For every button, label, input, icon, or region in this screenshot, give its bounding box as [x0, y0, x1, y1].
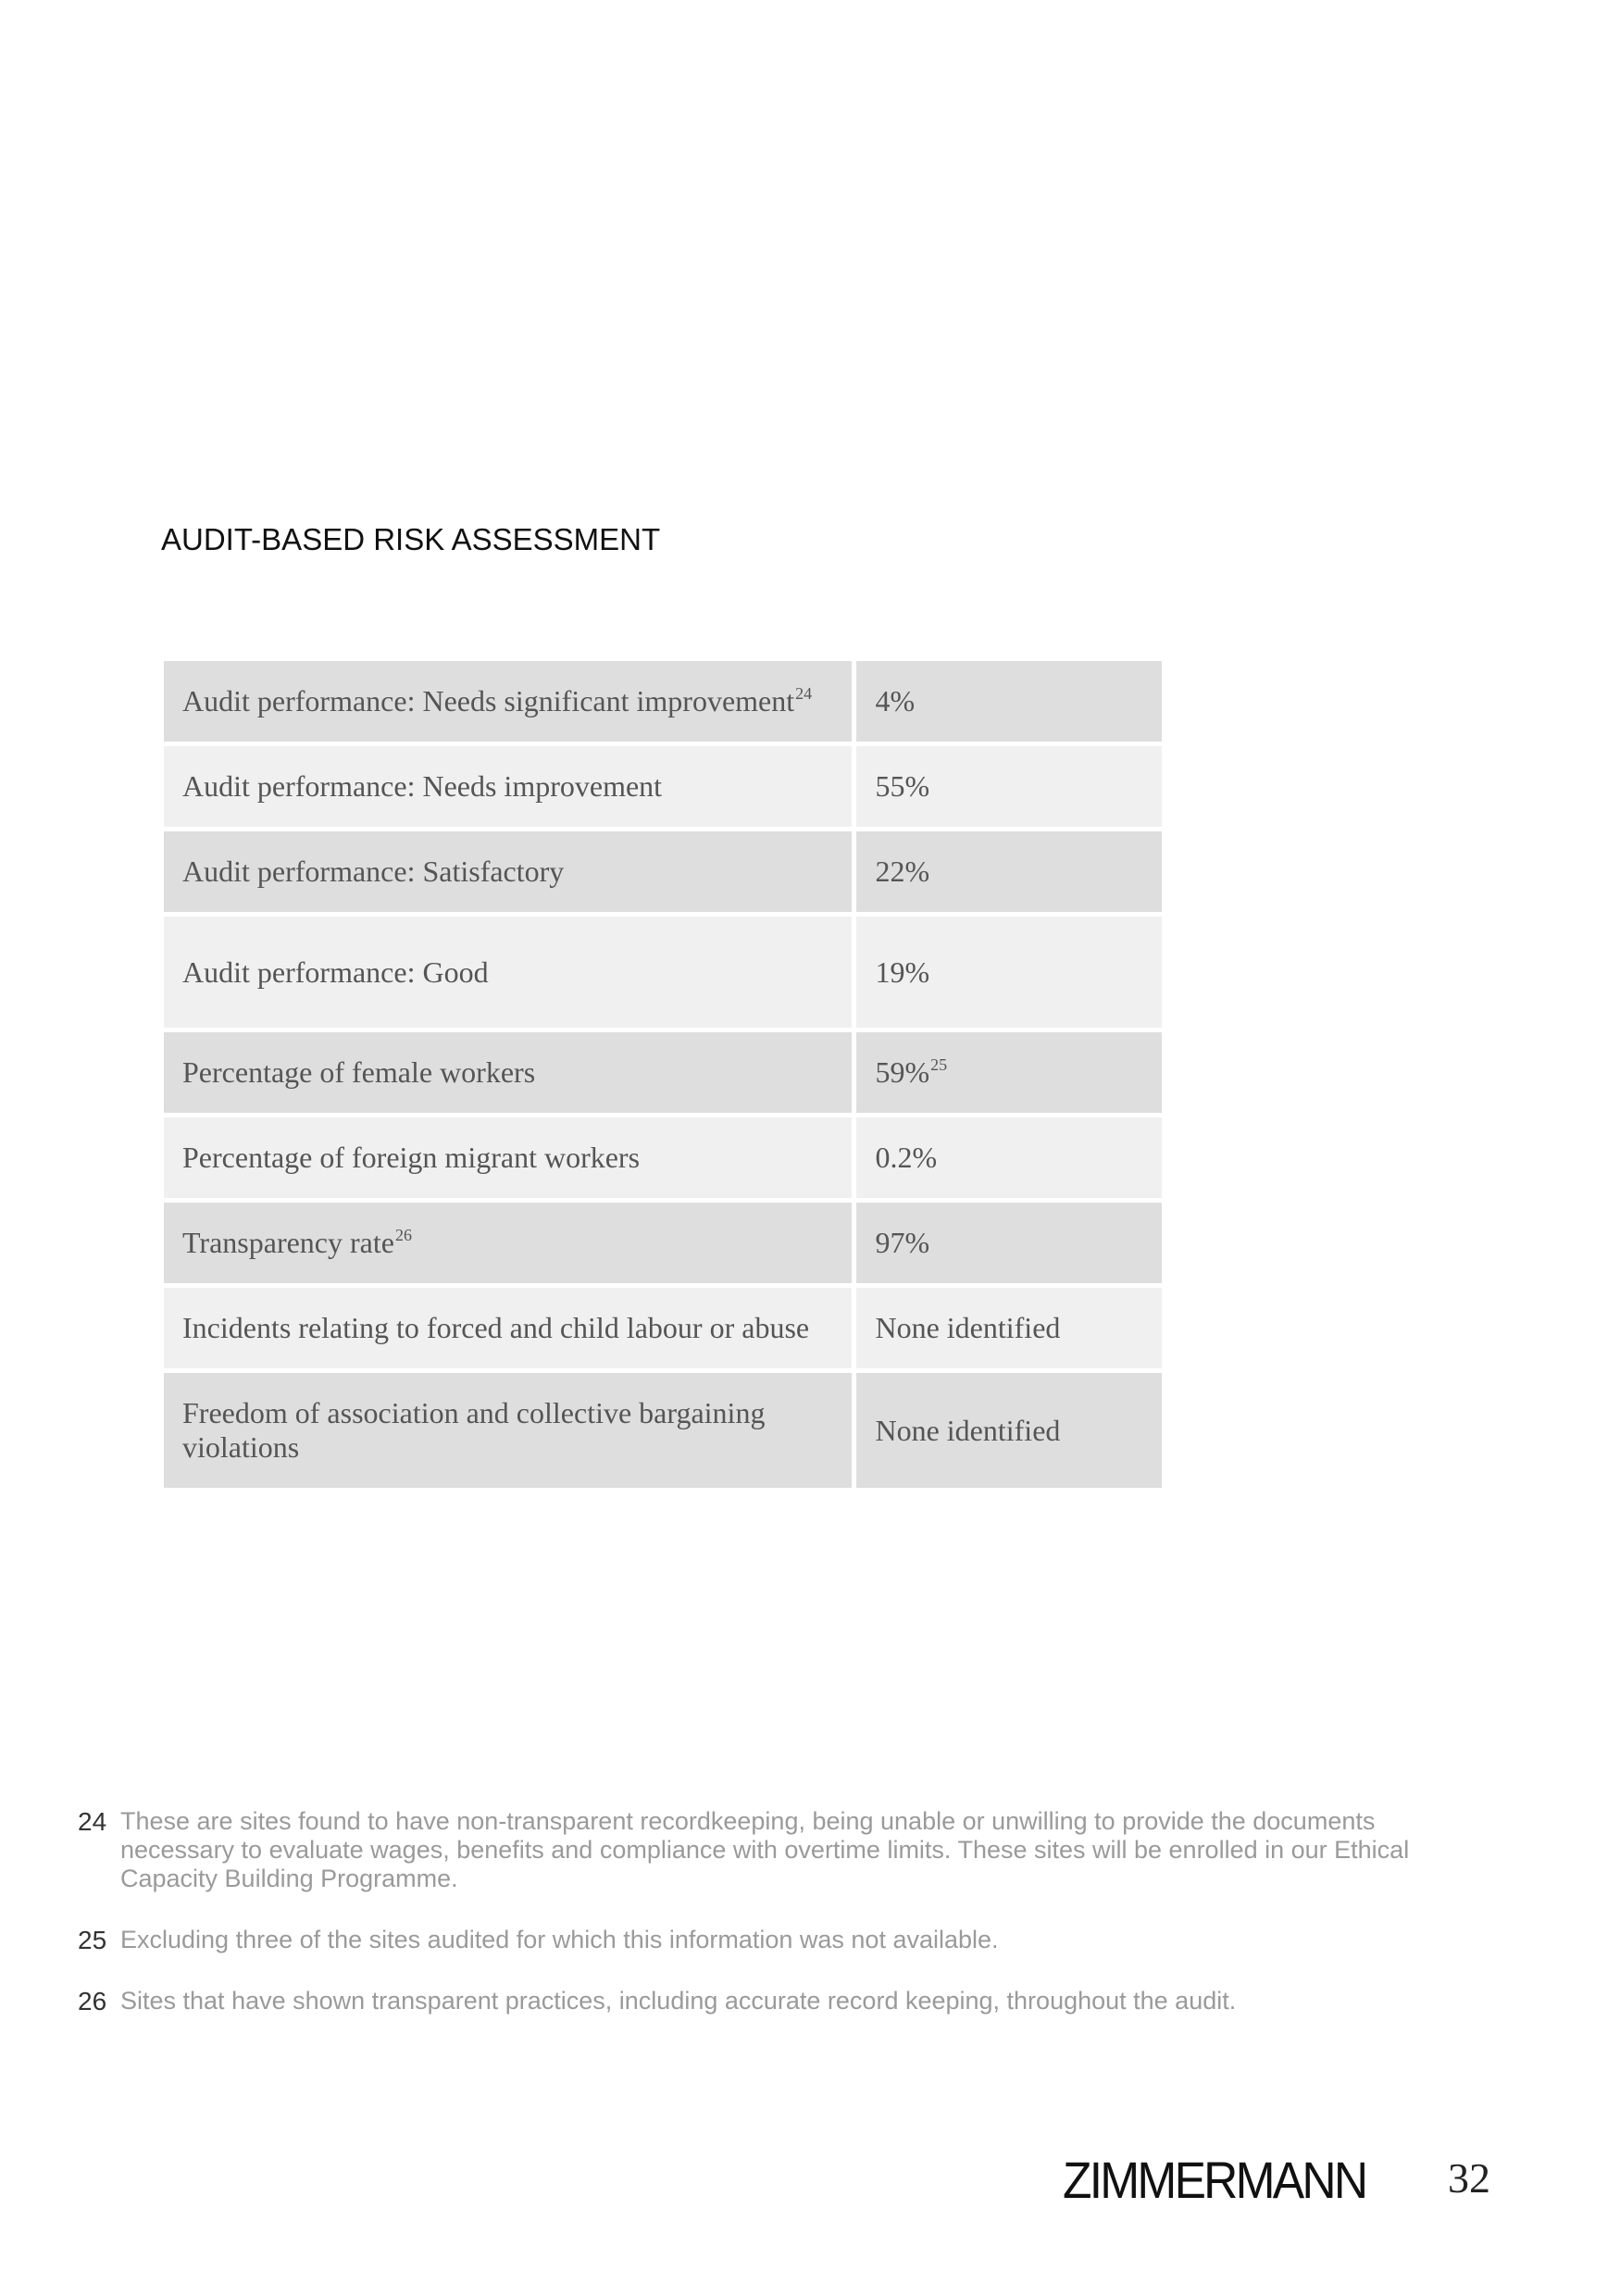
- footnote-number: 25: [78, 1926, 107, 1954]
- footnotes: [78, 1807, 1466, 2048]
- row-label: Audit performance: Good: [164, 917, 852, 1028]
- footnote-ref: 24: [795, 684, 813, 703]
- row-label: Percentage of foreign migrant workers: [164, 1117, 852, 1198]
- row-value: 55%: [856, 746, 1162, 827]
- table-row: [164, 1373, 1162, 1488]
- page-number: 32: [1448, 2154, 1490, 2202]
- brand-logo: ZIMMERMANN: [1063, 2151, 1366, 2209]
- table-row: [164, 1032, 1162, 1113]
- row-value: 0.2%: [856, 1117, 1162, 1198]
- row-label: Audit performance: Needs improvement: [164, 746, 852, 827]
- footnote-number: 24: [78, 1807, 107, 1836]
- row-value: None identified: [856, 1288, 1162, 1368]
- row-value: 19%: [856, 917, 1162, 1028]
- table-row: [164, 1203, 1162, 1283]
- row-value: 59%$^{25}$: [856, 1032, 1162, 1113]
- footnote-ref: 26: [394, 1226, 412, 1244]
- row-value: None identified: [856, 1373, 1162, 1488]
- table-row: [164, 1117, 1162, 1198]
- row-label: Incidents relating to forced and child labour or abuse: [164, 1288, 852, 1368]
- table-row: [164, 661, 1162, 742]
- table-row: [164, 831, 1162, 912]
- row-label: Audit performance: Needs significant improvement$^{24}$: [164, 661, 852, 742]
- row-value: 97%: [856, 1203, 1162, 1283]
- row-label: Freedom of association and collective bargaining violations: [164, 1373, 852, 1488]
- footnote-ref: 25: [930, 1055, 948, 1074]
- section-title: AUDIT-BASED RISK ASSESSMENT: [161, 522, 661, 556]
- table-row: [164, 746, 1162, 827]
- row-value: 22%: [856, 831, 1162, 912]
- row-label: Transparency rate$^{26}$: [164, 1203, 852, 1283]
- footnote: [78, 1807, 1466, 1893]
- footnote: [78, 1926, 1466, 1954]
- row-label: Audit performance: Satisfactory: [164, 831, 852, 912]
- footnote-text: Sites that have shown transparent practices, including accurate record keeping, throughout the audit.: [120, 1987, 1237, 2015]
- table-row: [164, 917, 1162, 1028]
- footnote-text: These are sites found to have non-transparent recordkeeping, being unable or unwilling to provide the documents necessary to evaluate wages, benefits and compliance with overtime limits. These sites will be enrolled in our Ethical Capacity Building Programme.: [120, 1807, 1410, 1892]
- footnote-text: Excluding three of the sites audited for which this information was not available.: [120, 1926, 999, 1953]
- table-row: [164, 1288, 1162, 1368]
- footnote-number: 26: [78, 1987, 107, 2015]
- footnote: [78, 1987, 1466, 2015]
- row-label: Percentage of female workers: [164, 1032, 852, 1113]
- risk-assessment-table: [159, 656, 1166, 1492]
- row-value: 4%: [856, 661, 1162, 742]
